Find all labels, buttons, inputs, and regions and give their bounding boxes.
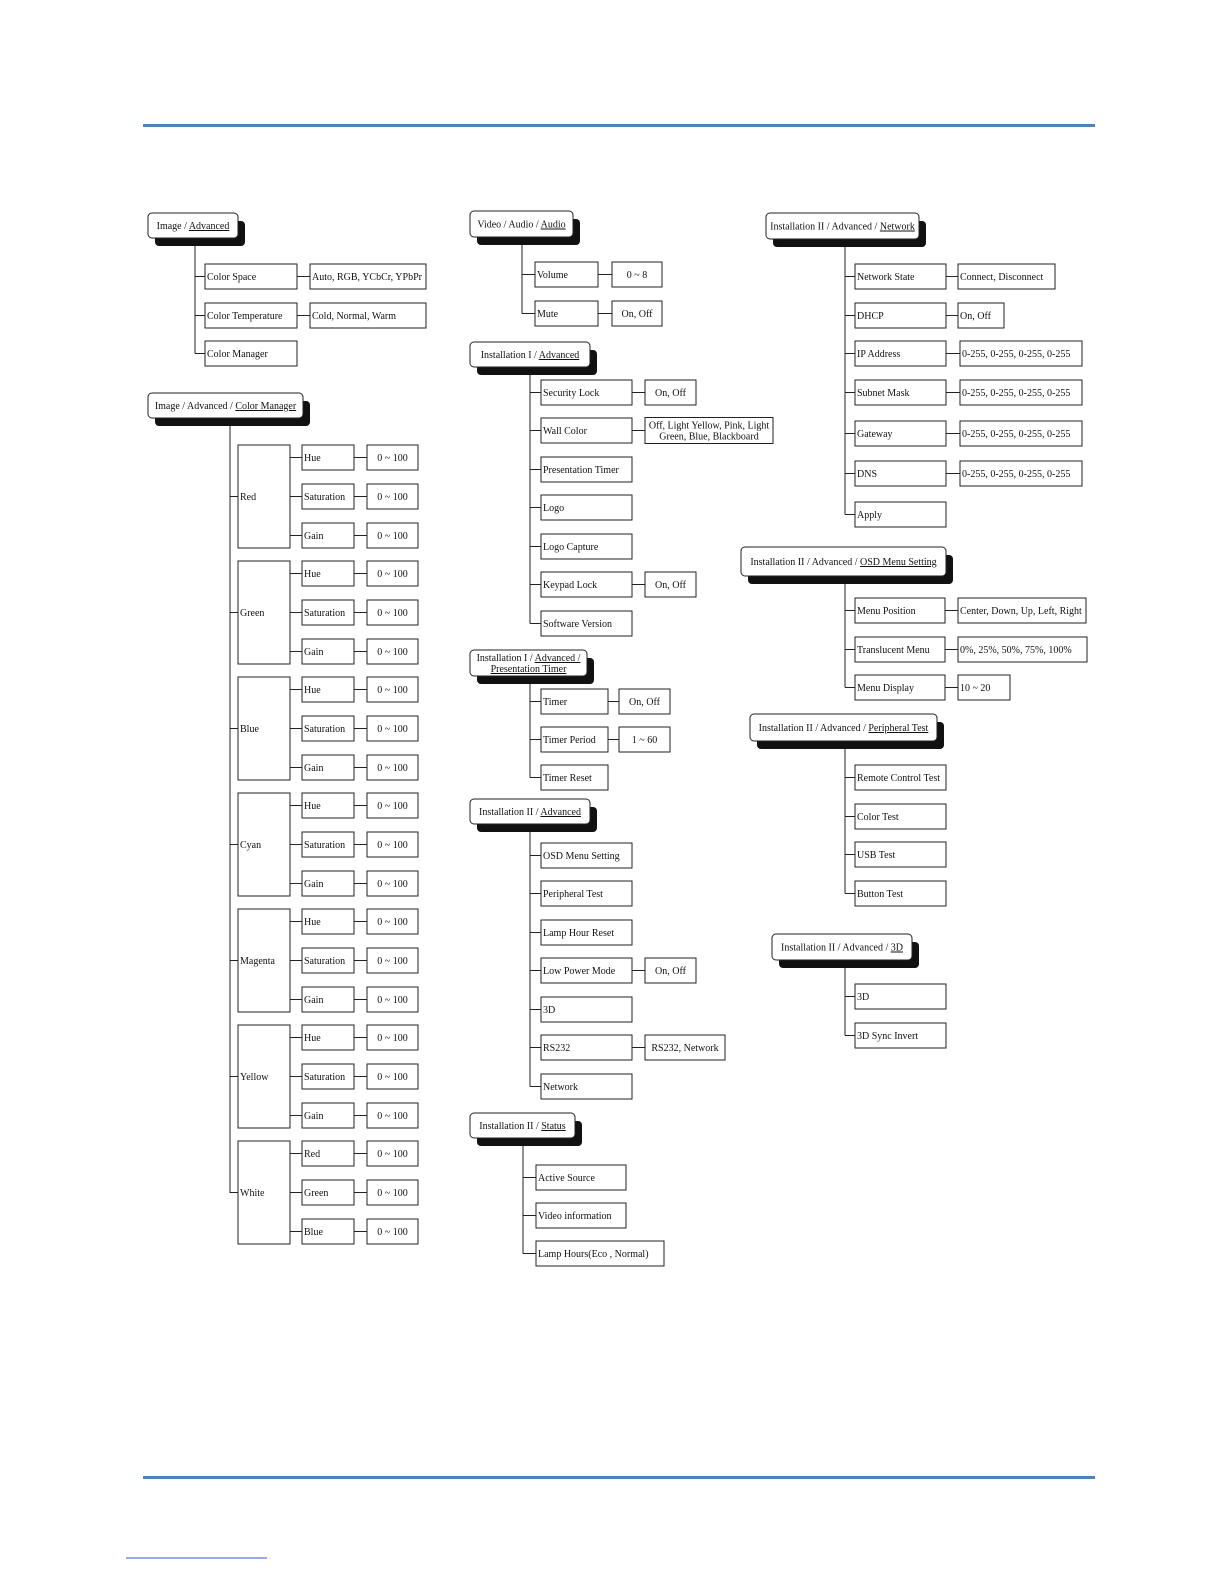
value-menu-display-text: 10 ~ 20 <box>960 683 991 694</box>
item-menu-display-text: Menu Display <box>857 683 914 694</box>
installation1-advanced-header <box>470 342 597 375</box>
param-blue-hue <box>302 677 354 702</box>
item-dns-text: DNS <box>857 469 878 480</box>
color-red <box>238 445 290 548</box>
value-cyan-saturation-text: 0 ~ 100 <box>377 840 408 851</box>
item-timer-period <box>541 727 608 752</box>
param-white-green <box>302 1180 354 1205</box>
value-green-saturation-text: 0 ~ 100 <box>377 608 408 619</box>
param-blue-hue-text: Hue <box>304 685 321 696</box>
value-keypad-lock-text: On, Off <box>655 580 686 591</box>
item-network-text: Network <box>543 1082 578 1093</box>
item-video-information <box>536 1203 626 1228</box>
item-ip-address-text: IP Address <box>857 349 901 360</box>
item-dhcp-text: DHCP <box>857 311 884 322</box>
param-white-red-text: Red <box>304 1149 321 1160</box>
value-translucent-menu <box>958 637 1087 662</box>
value-blue-hue-text: 0 ~ 100 <box>377 685 408 696</box>
value-translucent-menu-text: 0%, 25%, 50%, 75%, 100% <box>960 645 1072 656</box>
value-color-space <box>310 264 426 289</box>
param-magenta-hue <box>302 909 354 934</box>
item-lamp-hours-eco-normal <box>536 1241 664 1266</box>
color-yellow-text: Yellow <box>240 1072 269 1083</box>
value-yellow-saturation-text: 0 ~ 100 <box>377 1072 408 1083</box>
param-cyan-hue-text: Hue <box>304 801 321 812</box>
value-dns-text: 0-255, 0-255, 0-255, 0-255 <box>962 469 1071 480</box>
param-cyan-gain-text: Gain <box>304 879 324 890</box>
param-yellow-saturation <box>302 1064 354 1089</box>
value-rs232-text: RS232, Network <box>651 1043 719 1054</box>
item-usb-test <box>855 842 946 867</box>
value-wall-color-text: Green, Blue, Blackboard <box>659 431 759 443</box>
item-menu-position-text: Menu Position <box>857 606 916 617</box>
item-3d-sync-invert-text: 3D Sync Invert <box>857 1031 919 1042</box>
item-osd-menu-setting <box>541 843 632 868</box>
item-color-space-text: Color Space <box>207 272 257 283</box>
three-d-header <box>772 934 919 968</box>
osd-menu-setting-header-title <box>750 557 936 568</box>
installation1-advanced-header-path: Installation I / <box>480 350 539 361</box>
item-lamp-hour-reset <box>541 920 632 945</box>
item-video-information-text: Video information <box>538 1211 612 1222</box>
value-yellow-hue <box>367 1025 418 1050</box>
value-cyan-hue <box>367 793 418 818</box>
param-red-saturation <box>302 484 354 509</box>
value-white-blue <box>367 1219 418 1244</box>
item-logo <box>541 495 632 520</box>
param-cyan-saturation-text: Saturation <box>304 840 346 851</box>
item-security-lock <box>541 380 632 405</box>
installation1-advanced-header-current: Advanced <box>538 350 580 361</box>
item-3d-text: 3D <box>543 1005 556 1016</box>
param-magenta-gain <box>302 987 354 1012</box>
item-3d-sync-invert <box>855 1023 946 1048</box>
installation2-status-header-current: Status <box>541 1121 566 1132</box>
param-blue-saturation <box>302 716 354 741</box>
item-subnet-mask <box>855 380 946 405</box>
value-menu-position <box>958 598 1086 623</box>
value-magenta-saturation-text: 0 ~ 100 <box>377 956 408 967</box>
value-timer-text: On, Off <box>629 697 660 708</box>
item-3d-text: 3D <box>857 992 870 1003</box>
peripheral-test-header <box>750 714 944 749</box>
item-security-lock-text: Security Lock <box>543 388 600 399</box>
item-subnet-mask-text: Subnet Mask <box>857 388 910 399</box>
value-cyan-gain <box>367 871 418 896</box>
color-manager-header-path: Image / Advanced / <box>154 401 236 412</box>
value-green-gain-text: 0 ~ 100 <box>377 647 408 658</box>
value-cyan-hue-text: 0 ~ 100 <box>377 801 408 812</box>
item-button-test <box>855 881 946 906</box>
value-blue-hue <box>367 677 418 702</box>
value-gateway <box>960 421 1082 446</box>
param-magenta-hue-text: Hue <box>304 917 321 928</box>
value-yellow-hue-text: 0 ~ 100 <box>377 1033 408 1044</box>
item-timer-text: Timer <box>543 697 568 708</box>
peripheral-test-header-path: Installation II / Advanced / <box>758 723 869 734</box>
item-color-test-text: Color Test <box>857 812 899 823</box>
item-timer-period-text: Timer Period <box>543 735 596 746</box>
param-green-saturation-text: Saturation <box>304 608 346 619</box>
value-cyan-gain-text: 0 ~ 100 <box>377 879 408 890</box>
value-mute-text: On, Off <box>621 309 653 320</box>
value-red-gain <box>367 523 418 548</box>
peripheral-test-header-title <box>759 723 929 734</box>
value-dhcp-text: On, Off <box>960 311 991 322</box>
param-cyan-hue <box>302 793 354 818</box>
item-network-state <box>855 264 946 289</box>
color-red-text: Red <box>240 492 257 503</box>
item-active-source-text: Active Source <box>538 1173 595 1184</box>
value-low-power-mode-text: On, Off <box>655 966 686 977</box>
param-red-saturation-text: Saturation <box>304 492 346 503</box>
item-lamp-hour-reset-text: Lamp Hour Reset <box>543 928 615 939</box>
presentation-timer-header-title-line2: Presentation Timer <box>490 664 567 675</box>
item-dns <box>855 461 946 486</box>
color-magenta-text: Magenta <box>240 956 275 967</box>
param-cyan-saturation <box>302 832 354 857</box>
color-magenta <box>238 909 290 1012</box>
value-red-saturation-text: 0 ~ 100 <box>377 492 408 503</box>
video-audio-header-current: Audio <box>540 219 566 231</box>
param-green-hue-text: Hue <box>304 569 321 580</box>
item-ip-address <box>855 341 946 366</box>
item-logo-capture <box>541 534 632 559</box>
item-logo-capture-text: Logo Capture <box>543 542 599 553</box>
item-translucent-menu-text: Translucent Menu <box>857 645 930 656</box>
value-ip-address-text: 0-255, 0-255, 0-255, 0-255 <box>962 349 1071 360</box>
top-rule <box>143 124 1095 127</box>
item-color-temperature <box>205 303 297 328</box>
param-blue-saturation-text: Saturation <box>304 724 346 735</box>
value-menu-position-text: Center, Down, Up, Left, Right <box>960 606 1082 617</box>
value-blue-gain-text: 0 ~ 100 <box>377 763 408 774</box>
value-low-power-mode <box>645 958 696 983</box>
item-color-space <box>205 264 297 289</box>
item-lamp-hours-eco-normal-text: Lamp Hours(Eco , Normal) <box>538 1249 649 1260</box>
value-wall-color-text: Off, Light Yellow, Pink, Light <box>648 420 770 432</box>
value-blue-gain <box>367 755 418 780</box>
installation2-advanced-header-current: Advanced <box>540 807 581 818</box>
item-usb-test-text: USB Test <box>857 850 896 861</box>
image-advanced-header-title <box>157 221 230 232</box>
presentation-timer-header-path: Installation I / <box>476 653 535 664</box>
three-d-header-path: Installation II / Advanced / <box>781 942 891 954</box>
param-red-gain <box>302 523 354 548</box>
item-3d <box>541 997 632 1022</box>
value-mute <box>612 301 662 326</box>
color-white-text: White <box>240 1188 265 1199</box>
param-red-hue-text: Hue <box>304 453 321 464</box>
item-volume-text: Volume <box>537 270 568 281</box>
value-color-space-text: Auto, RGB, YCbCr, YPbPr <box>312 272 422 283</box>
presentation-timer-header-title <box>477 653 581 664</box>
value-volume-text: 0 ~ 8 <box>626 270 648 281</box>
network-header <box>766 213 926 247</box>
value-red-gain-text: 0 ~ 100 <box>377 531 408 542</box>
param-green-hue <box>302 561 354 586</box>
value-menu-display <box>958 675 1010 700</box>
bottom-rule <box>143 1476 1095 1479</box>
color-manager-header-current: Color Manager <box>235 401 297 412</box>
param-cyan-gain <box>302 871 354 896</box>
item-timer-reset-text: Timer Reset <box>543 773 592 784</box>
param-white-blue <box>302 1219 354 1244</box>
value-gateway-text: 0-255, 0-255, 0-255, 0-255 <box>962 429 1071 440</box>
value-red-hue-text: 0 ~ 100 <box>377 453 408 464</box>
color-white <box>238 1141 290 1244</box>
item-low-power-mode <box>541 958 632 983</box>
item-color-manager-text: Color Manager <box>207 349 268 360</box>
installation2-advanced-header <box>470 799 597 832</box>
value-network-state-text: Connect, Disconnect <box>960 272 1044 283</box>
installation2-advanced-header-path: Installation II / <box>479 807 541 818</box>
item-keypad-lock-text: Keypad Lock <box>543 580 598 591</box>
item-rs232-text: RS232 <box>543 1043 571 1054</box>
color-yellow <box>238 1025 290 1128</box>
value-subnet-mask-text: 0-255, 0-255, 0-255, 0-255 <box>962 388 1071 399</box>
installation2-status-header <box>470 1113 582 1146</box>
image-advanced-header <box>148 213 245 246</box>
value-green-saturation <box>367 600 418 625</box>
network-header-current: Network <box>879 221 915 233</box>
value-magenta-hue <box>367 909 418 934</box>
param-red-hue <box>302 445 354 470</box>
item-network-state-text: Network State <box>857 272 915 283</box>
value-timer <box>619 689 670 714</box>
item-logo-text: Logo <box>543 503 565 514</box>
color-blue <box>238 677 290 780</box>
item-remote-control-test-text: Remote Control Test <box>857 773 940 784</box>
installation2-advanced-header-title <box>479 807 581 818</box>
item-presentation-timer <box>541 457 632 482</box>
color-manager-header <box>148 393 310 426</box>
value-ip-address <box>960 341 1082 366</box>
video-audio-header-title <box>477 220 565 231</box>
three-d-header-title <box>781 943 903 954</box>
value-white-green-text: 0 ~ 100 <box>377 1188 408 1199</box>
value-wall-color <box>645 418 773 444</box>
item-rs232 <box>541 1035 632 1060</box>
presentation-timer-header <box>470 650 594 684</box>
item-peripheral-test-text: Peripheral Test <box>543 889 603 900</box>
value-network-state <box>958 264 1055 289</box>
item-network <box>541 1074 632 1099</box>
value-white-blue-text: 0 ~ 100 <box>377 1227 408 1238</box>
value-color-temperature-text: Cold, Normal, Warm <box>312 311 396 322</box>
value-blue-saturation-text: 0 ~ 100 <box>377 724 408 735</box>
installation1-advanced-header-title <box>481 350 580 361</box>
item-low-power-mode-text: Low Power Mode <box>543 966 616 977</box>
param-blue-gain <box>302 755 354 780</box>
param-yellow-hue <box>302 1025 354 1050</box>
param-magenta-saturation <box>302 948 354 973</box>
param-green-gain <box>302 639 354 664</box>
value-green-hue <box>367 561 418 586</box>
param-blue-gain-text: Gain <box>304 763 324 774</box>
value-yellow-gain <box>367 1103 418 1128</box>
value-timer-period <box>619 727 670 752</box>
three-d-header-current: 3D <box>890 942 903 954</box>
item-menu-position <box>855 598 945 623</box>
item-presentation-timer-text: Presentation Timer <box>543 465 619 476</box>
item-color-temperature-text: Color Temperature <box>207 311 283 322</box>
color-green <box>238 561 290 664</box>
value-red-saturation <box>367 484 418 509</box>
value-rs232 <box>645 1035 725 1060</box>
osd-menu-setting-header <box>741 547 953 584</box>
param-white-green-text: Green <box>304 1188 329 1199</box>
menu-tree <box>148 211 1087 1266</box>
value-dhcp <box>958 303 1004 328</box>
item-osd-menu-setting-text: OSD Menu Setting <box>543 851 620 862</box>
param-yellow-saturation-text: Saturation <box>304 1072 346 1083</box>
item-gateway-text: Gateway <box>857 429 893 440</box>
param-magenta-saturation-text: Saturation <box>304 956 346 967</box>
item-mute <box>535 301 598 326</box>
item-active-source <box>536 1165 626 1190</box>
param-red-gain-text: Gain <box>304 531 324 542</box>
video-audio-header <box>470 211 580 245</box>
value-subnet-mask <box>960 380 1082 405</box>
value-volume <box>612 262 662 287</box>
installation2-status-header-title <box>479 1121 565 1132</box>
value-red-hue <box>367 445 418 470</box>
param-yellow-hue-text: Hue <box>304 1033 321 1044</box>
value-color-temperature <box>310 303 426 328</box>
item-timer-reset <box>541 765 608 790</box>
osd-menu-setting-header-path: Installation II / Advanced / <box>750 557 861 568</box>
param-yellow-gain <box>302 1103 354 1128</box>
item-menu-display <box>855 675 945 700</box>
value-security-lock <box>645 380 696 405</box>
peripheral-test-header-current: Peripheral Test <box>868 723 929 734</box>
color-blue-text: Blue <box>240 724 259 735</box>
item-3d <box>855 984 946 1009</box>
value-keypad-lock <box>645 572 696 597</box>
param-magenta-gain-text: Gain <box>304 995 324 1006</box>
item-wall-color <box>541 418 632 443</box>
image-advanced-header-path: Image / <box>156 221 189 232</box>
item-color-test <box>855 804 946 829</box>
param-white-red <box>302 1141 354 1166</box>
item-dhcp <box>855 303 946 328</box>
network-header-path: Installation II / Advanced / <box>770 221 880 233</box>
value-magenta-hue-text: 0 ~ 100 <box>377 917 408 928</box>
param-green-saturation <box>302 600 354 625</box>
image-advanced-header-current: Advanced <box>188 221 230 232</box>
item-remote-control-test <box>855 765 946 790</box>
value-security-lock-text: On, Off <box>655 388 686 399</box>
item-software-version-text: Software Version <box>543 619 612 630</box>
item-translucent-menu <box>855 637 945 662</box>
value-green-hue-text: 0 ~ 100 <box>377 569 408 580</box>
value-magenta-saturation <box>367 948 418 973</box>
value-blue-saturation <box>367 716 418 741</box>
item-volume <box>535 262 598 287</box>
value-magenta-gain-text: 0 ~ 100 <box>377 995 408 1006</box>
value-magenta-gain <box>367 987 418 1012</box>
installation2-status-header-path: Installation II / <box>479 1121 542 1132</box>
value-white-red-text: 0 ~ 100 <box>377 1149 408 1160</box>
value-green-gain <box>367 639 418 664</box>
presentation-timer-header-current: Advanced / <box>534 653 581 664</box>
value-cyan-saturation <box>367 832 418 857</box>
param-white-blue-text: Blue <box>304 1227 323 1238</box>
item-timer <box>541 689 608 714</box>
item-gateway <box>855 421 946 446</box>
item-software-version <box>541 611 632 636</box>
color-manager-header-title <box>155 401 297 412</box>
item-keypad-lock <box>541 572 632 597</box>
color-cyan-text: Cyan <box>240 840 262 851</box>
value-yellow-gain-text: 0 ~ 100 <box>377 1111 408 1122</box>
network-header-title <box>770 222 915 233</box>
value-timer-period-text: 1 ~ 60 <box>631 735 658 746</box>
video-audio-header-path: Video / Audio / <box>477 219 541 231</box>
item-apply-text: Apply <box>857 510 882 521</box>
item-color-manager <box>205 341 297 366</box>
value-yellow-saturation <box>367 1064 418 1089</box>
item-button-test-text: Button Test <box>857 889 904 900</box>
item-apply <box>855 502 946 527</box>
value-white-red <box>367 1141 418 1166</box>
color-green-text: Green <box>240 608 265 619</box>
value-white-green <box>367 1180 418 1205</box>
value-dns <box>960 461 1082 486</box>
item-wall-color-text: Wall Color <box>543 426 587 437</box>
item-mute-text: Mute <box>537 309 559 320</box>
osd-menu-setting-header-current: OSD Menu Setting <box>860 557 937 568</box>
color-cyan <box>238 793 290 896</box>
param-green-gain-text: Gain <box>304 647 324 658</box>
param-yellow-gain-text: Gain <box>304 1111 324 1122</box>
item-peripheral-test <box>541 881 632 906</box>
